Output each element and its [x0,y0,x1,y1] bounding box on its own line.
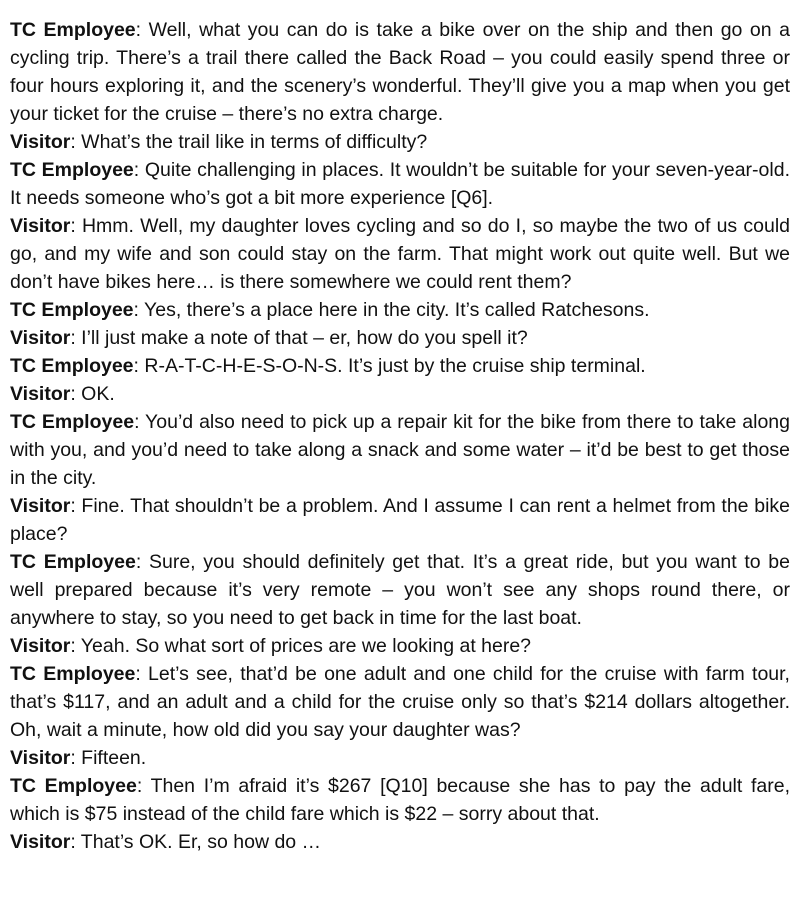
dialogue-turn [10,380,790,408]
dialogue-turn [10,548,790,632]
dialogue-turn [10,660,790,744]
utterance: : What’s the trail like in terms of difficulty? [70,131,428,153]
speaker-label: Visitor [10,495,71,517]
dialogue-turn [10,16,790,128]
utterance: : OK. [70,383,115,405]
utterance: : I’ll just make a note of that – er, how do you spell it? [70,327,528,349]
speaker-label: Visitor [10,831,71,853]
speaker-label: Visitor [10,635,71,657]
speaker-label: TC Employee [10,19,136,41]
utterance: : Fifteen. [70,747,147,769]
speaker-label: TC Employee [10,159,134,181]
utterance: : Sure, you should definitely get that. It’s a great ride, but you want to be well prepared because it’s very remote – you won’t see any shops round there, or anywhere to stay, so you need to get back in time for the last boat. [10,551,790,629]
dialogue-turn [10,744,790,772]
utterance: : Hmm. Well, my daughter loves cycling and so do I, so maybe the two of us could go, and my wife and son could stay on the farm. That might work out quite well. But we don’t have bikes here… is there somewhere we could rent them? [10,215,790,293]
speaker-label: Visitor [10,747,71,769]
speaker-label: Visitor [10,327,71,349]
utterance: : Yeah. So what sort of prices are we looking at here? [70,635,532,657]
dialogue-turn [10,828,790,856]
utterance: : Fine. That shouldn’t be a problem. And I assume I can rent a helmet from the bike place? [10,495,790,545]
utterance: : Quite challenging in places. It wouldn’t be suitable for your seven-year-old. It needs someone who’s got a bit more experience [Q6]. [10,159,790,209]
utterance: : R-A-T-C-H-E-S-O-N-S. It’s just by the cruise ship terminal. [133,355,646,377]
speaker-label: TC Employee [10,411,135,433]
utterance: : Let’s see, that’d be one adult and one child for the cruise with farm tour, that’s $117, and an adult and a child for the cruise only so that’s $214 dollars altogether. Oh, wait a minute, how old did you say your daughter was? [10,663,790,741]
utterance: : Then I’m afraid it’s $267 [Q10] because she has to pay the adult fare, which is $75 instead of the child fare which is $22 – sorry about that. [10,775,790,825]
speaker-label: Visitor [10,383,71,405]
dialogue-turn [10,156,790,212]
utterance: : Well, what you can do is take a bike over on the ship and then go on a cycling trip. There’s a trail there called the Back Road – you could easily spend three or four hours exploring it, and the scenery’s wonderful. They’ll give you a map when you get your ticket for the cruise – there’s no extra charge. [10,19,790,125]
speaker-label: TC Employee [10,355,134,377]
dialogue-turn [10,408,790,492]
speaker-label: TC Employee [10,551,136,573]
speaker-label: TC Employee [10,663,136,685]
utterance: : That’s OK. Er, so how do … [70,831,322,853]
speaker-label: TC Employee [10,775,137,797]
utterance: : Yes, there’s a place here in the city. It’s called Ratchesons. [133,299,650,321]
speaker-label: Visitor [10,215,71,237]
dialogue-turn [10,492,790,548]
dialogue-turn [10,632,790,660]
dialogue-turn [10,296,790,324]
dialogue-turn [10,772,790,828]
dialogue-turn [10,212,790,296]
dialogue-turn [10,324,790,352]
dialogue-turn [10,128,790,156]
dialogue-turn [10,352,790,380]
speaker-label: Visitor [10,131,71,153]
speaker-label: TC Employee [10,299,134,321]
utterance: : You’d also need to pick up a repair kit for the bike from there to take along with you, and you’d need to take along a snack and some water – it’d be best to get those in the city. [10,411,790,489]
